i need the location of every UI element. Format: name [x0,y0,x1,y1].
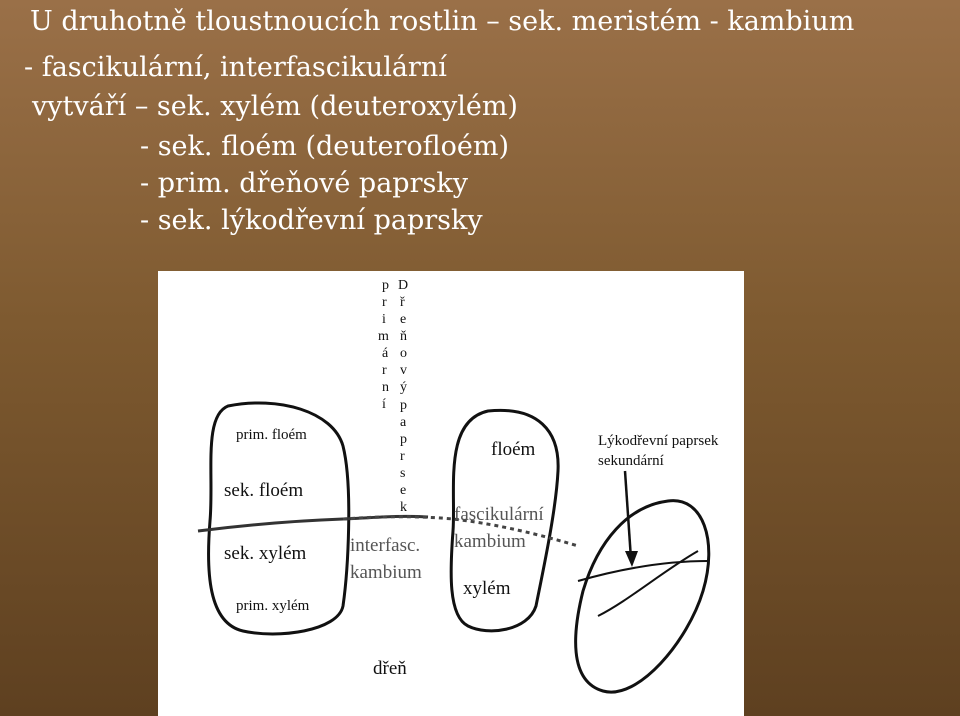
v1-char: p [382,278,389,293]
v1-char: r [382,363,387,378]
v2-char: p [400,398,407,413]
vertical-primarni [378,278,389,412]
v1-char: i [382,312,386,327]
v2-char: s [400,466,406,481]
label-fasc-kambium: kambium [454,531,526,552]
diagram-svg [158,271,744,716]
v2-char: k [400,500,407,515]
line-5: - prim. dřeňové paprsky [140,168,468,199]
label-sek-floem: sek. floém [224,480,304,501]
label-xylem: xylém [463,578,511,599]
v2-char: e [400,312,407,327]
label-interfasc: interfasc. [350,535,421,556]
v1-char: á [382,346,389,361]
label-dren: dřeň [373,658,407,679]
v1-char: r [382,295,387,310]
v2-char: v [400,363,407,378]
label-interfasc-kambium: kambium [350,562,422,583]
label-sek-xylem: sek. xylém [224,543,307,564]
stem-diagram [158,271,744,716]
ray-arrow-head [625,551,638,567]
v2-char: e [400,483,407,498]
v1-char: n [382,380,389,395]
line-3: vytváří – sek. xylém (deuteroxylém) [32,91,518,122]
v1-char: m [378,329,389,344]
label-prim-xylem: prim. xylém [236,598,310,614]
v2-char: r [400,449,405,464]
line-1: U druhotně tloustnoucích rostlin – sek. meristém - kambium [30,6,855,37]
right-ray-outline [576,501,709,692]
cambium-line-left [198,516,428,531]
line-4: - sek. floém (deuterofloém) [140,131,510,162]
vertical-drenovy-paprsek [398,278,408,515]
v2-char: ň [400,329,407,344]
label-fascikularni: fascikulární [454,504,544,525]
v1-char: í [382,397,386,412]
v2-char: ý [400,380,407,395]
ray-cross-line-1 [578,561,708,581]
label-lykodrevni-1: Lýkodřevní paprsek [598,433,719,449]
label-lykodrevni-2: sekundární [598,453,664,469]
line-2: - fascikulární, interfascikulární [24,52,447,83]
v2-char: D [398,278,409,293]
v2-char: a [400,415,407,430]
label-prim-floem: prim. floém [236,427,307,443]
v2-char: p [400,432,407,447]
v2-char: ř [400,295,405,310]
label-floem: floém [491,439,536,460]
v2-char: o [400,346,407,361]
ray-cross-line-2 [598,551,698,616]
line-6: - sek. lýkodřevní paprsky [140,205,483,236]
